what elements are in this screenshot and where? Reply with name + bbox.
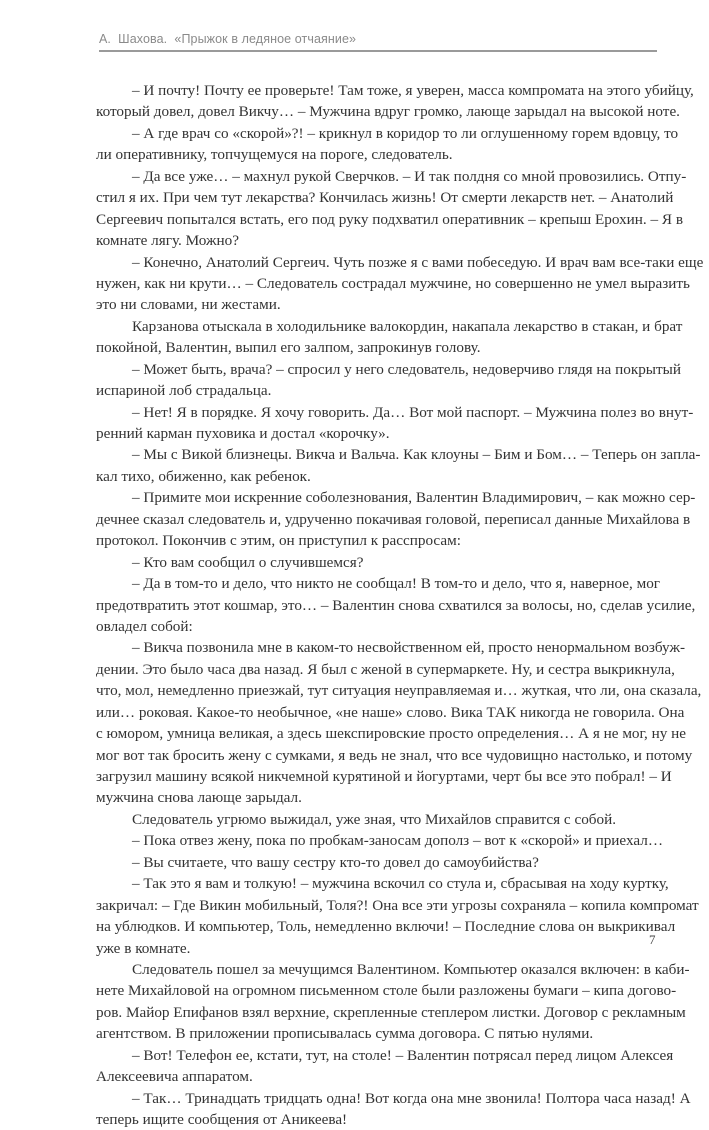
text-line: который довел, довел Викчу… – Мужчина вдруг громко, лающе зарыдал на высокой ноте. [96,103,680,121]
text-line: мог вот так бросить жену с сумками, я ведь не знал, что все чудовищно настолько, и потому [96,746,693,764]
text-line: ров. Майор Епифанов взял верхние, скрепленные степлером листки. Договор с рекламным [96,1003,686,1021]
text-line: Сергеевич попытался встать, его под руку подхватил оперативник – крепыш Ерохин. – Я в [96,210,684,228]
text-line: на ублюдков. И компьютер, Толь, немедленно включи! – Последние слова он выкрикивал [96,918,676,936]
paragraph-first-line: – Мы с Викой близнецы. Викча и Вальча. Как клоуны – Бим и Бом… – Теперь он запла- [132,446,701,464]
paragraph-first-line: – Вот! Телефон ее, кстати, тут, на столе! – Валентин потрясал перед лицом Алексея [132,1046,674,1064]
paragraph-first-line: – Пока отвез жену, пока по пробкам-заносам дополз – вот к «скорой» и приехал… [132,832,664,850]
text-line: предотвратить этот кошмар, это… – Валентин снова схватился за волосы, но, сделав усилие, [96,596,696,614]
text-line: нете Михайловой на огромном письменном столе были разложены бумаги – кипа догово- [96,982,677,1000]
text-line: протокол. Покончив с этим, он приступил к расспросам: [96,532,461,550]
paragraph-first-line: – Кто вам сообщил о случившемся? [132,553,364,571]
paragraph-first-line: Карзанова отыскала в холодильнике валокордин, накапала лекарство в стакан, и брат [132,317,683,335]
paragraph-first-line: – Да все уже… – махнул рукой Сверчков. – И так полдня со мной провозились. Отпу- [132,167,687,185]
text-line: мужчина снова лающе зарыдал. [96,789,302,807]
text-line: дении. Это было часа два назад. Я был с женой в супермаркете. Ну, и сестра выкрикнула, [96,660,675,678]
running-head: А. Шахова. «Прыжок в ледяное отчаяние» [99,32,357,46]
text-line: ренний карман пуховика и достал «корочку». [96,425,390,442]
header-rule-divider [99,50,657,52]
text-line: теперь ищите сообщения от Аникеева! [96,1111,348,1128]
text-line: комнате лягу. Можно? [96,232,239,250]
body-text [96,80,704,1130]
text-line: закричал: – Где Викин мобильный, Толя?! Она все эти угрозы сохраняла – копила компромат [96,896,699,914]
paragraph-first-line: – Может быть, врача? – спросил у него следователь, недоверчиво глядя на покрытый [132,360,681,378]
text-line: агентством. В приложении прописывалась сумма договора. С пятью нулями. [96,1025,594,1043]
paragraph-first-line: – Да в том-то и дело, что никто не сообщал! В том-то и дело, что я, наверное, мог [132,575,661,593]
paragraph-first-line: – Так это я вам и толкую! – мужчина вскочил со стула и, сбрасывая на ходу куртку, [132,875,669,893]
text-line: Алексеевича аппаратом. [96,1068,253,1086]
text-line: с юмором, умница великая, а здесь шекспировские просто определения… А я не мог, ну не [96,725,687,743]
page-number: 7 [649,932,656,947]
paragraph-first-line: – И почту! Почту ее проверьте! Там тоже, я уверен, масса компромата на этого убийцу, [132,82,694,99]
text-line: дечнее сказал следователь и, удрученно покачивая головой, переписал данные Михайлова в [96,510,691,528]
text-line: овладел собой: [96,617,193,635]
paragraph-first-line: – Примите мои искренние соболезнования, Валентин Владимирович, – как можно сер- [132,489,696,507]
paragraph-first-line: Следователь пошел за мечущимся Валентином. Компьютер оказался включен: в каби- [132,960,690,978]
text-line: покойной, Валентин, выпил его залпом, запрокинув голову. [96,339,481,357]
text-line: уже в комнате. [96,939,191,957]
text-line: что, мол, немедленно приезжай, тут ситуация неуправляемая и… жуткая, что ли, она сказала, [96,682,702,700]
paragraph-first-line: – Так… Тринадцать тридцать одна! Вот когда она мне звонила! Полтора часа назад! А [132,1089,691,1107]
text-line: ли оперативнику, топчущемуся на пороге, следователь. [96,146,453,164]
paragraph-first-line: – Викча позвонила мне в каком-то несвойственном ей, просто ненормальном возбуж- [132,639,686,657]
text-line: стил я их. При чем тут лекарства? Кончилась жизнь! От смерти лекарств нет. – Анатолий [96,189,674,207]
text-line: загрузил машину всякой никчемной курятиной и йогуртами, черт бы все это побрал! – И [96,768,672,785]
paragraph-first-line: – Нет! Я в порядке. Я хочу говорить. Да… Вот мой паспорт. – Мужчина полез во внут- [132,403,694,421]
text-line: или… роковая. Какое-то необычное, «не наше» слово. Вика ТАК никогда не говорила. Она [96,703,685,721]
paragraph-first-line: – А где врач со «скорой»?! – крикнул в коридор то ли оглушенному горем вдовцу, то [132,124,679,142]
paragraph-first-line: – Вы считаете, что вашу сестру кто-то довел до самоубийства? [132,853,539,871]
paragraph-first-line: – Конечно, Анатолий Сергеич. Чуть позже я с вами побеседую. И врач вам все-таки еще [132,253,704,271]
text-line: нужен, как ни крути… – Следователь сострадал мужчине, но совершенно не умел выразить [96,274,690,292]
text-line: это ни словами, ни жестами. [96,296,281,314]
text-line: испариной лоб страдальца. [96,382,272,400]
paragraph-first-line: Следователь угрюмо выжидал, уже зная, что Михайлов справится с собой. [132,810,617,828]
text-line: кал тихо, обиженно, как ребенок. [96,467,311,485]
